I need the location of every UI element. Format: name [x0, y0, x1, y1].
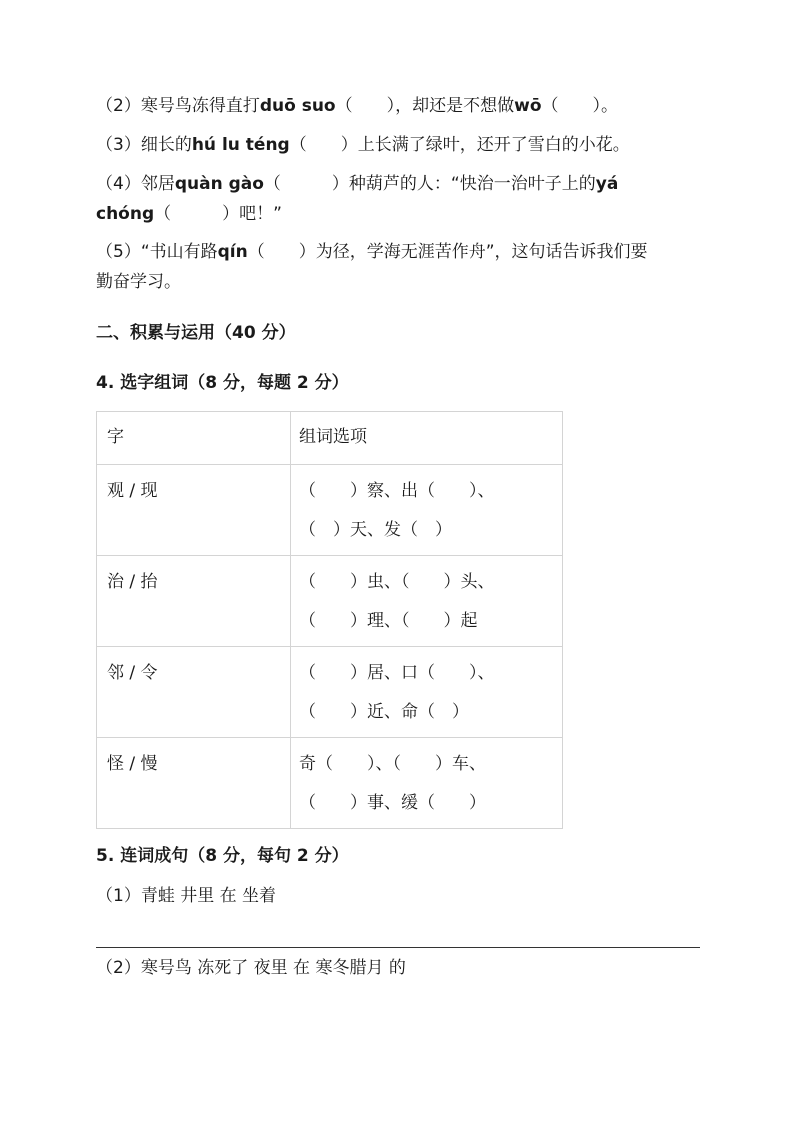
- answer-blank[interactable]: （ ）: [541, 96, 601, 116]
- question-4-heading: 4. 选字组词（8 分，每题 2 分）: [96, 373, 349, 393]
- options-line[interactable]: （ ）虫、（ ）头、: [299, 572, 495, 592]
- table-row: [97, 647, 563, 738]
- question-number: （5）: [96, 242, 141, 262]
- section-2-heading: 二、积累与运用（40 分）: [96, 323, 296, 343]
- pinyin-text: chóng: [96, 204, 155, 224]
- answer-blank[interactable]: （ ）: [289, 135, 358, 155]
- question-number: （1）: [96, 886, 141, 906]
- options-line[interactable]: （ ）近、命（ ）: [299, 702, 469, 722]
- column-header-char: 字: [107, 427, 124, 447]
- pinyin-text: qín: [217, 242, 248, 262]
- pinyin-text: hú lu téng: [191, 135, 290, 155]
- pinyin-text: duō suo: [259, 96, 336, 116]
- sentence-item-1: [96, 884, 276, 908]
- sentence-item-2: [96, 956, 406, 980]
- options-line[interactable]: （ ）察、出（ ）、: [299, 481, 495, 501]
- pinyin-text: quàn gào: [174, 174, 264, 194]
- answer-line[interactable]: [96, 947, 700, 948]
- pinyin-question-3: （3）细长的hú lu téng（ ）上长满了绿叶，还开了雪白的小花。: [96, 135, 630, 155]
- options-line[interactable]: 奇（ ）、（ ）车、: [299, 754, 486, 774]
- options-line[interactable]: （ ）居、口（ ）、: [299, 663, 495, 683]
- question-number: （3）: [96, 135, 141, 155]
- pinyin-text: wō: [514, 96, 542, 116]
- answer-blank[interactable]: （ ）: [335, 96, 396, 116]
- char-pair: 怪 / 慢: [107, 754, 158, 774]
- table-header-row: [97, 412, 563, 465]
- char-pair: 观 / 现: [107, 481, 158, 501]
- column-header-options: 组词选项: [299, 427, 367, 447]
- question-number: （2）: [96, 958, 141, 978]
- options-line[interactable]: （ ）事、缓（ ）: [299, 793, 486, 813]
- pinyin-question-2: （2）寒号鸟冻得直打duō suo（ ），却还是不想做wō（ ）。: [96, 96, 618, 116]
- question-5-heading: 5. 连词成句（8 分，每句 2 分）: [96, 846, 349, 866]
- table-row: [97, 465, 563, 556]
- pinyin-question-5-line2: 勤奋学习。: [96, 272, 181, 292]
- table-row: [97, 738, 563, 829]
- question-number: （2）: [96, 96, 141, 116]
- char-pair: 邻 / 令: [107, 663, 158, 683]
- word-list: 青蛙 井里 在 坐着: [140, 886, 277, 906]
- pinyin-question-5-line1: （5）“书山有路qín（ ）为径，学海无涯苦作舟”，这句话告诉我们要: [96, 242, 648, 262]
- options-line[interactable]: （ ）理、（ ）起: [299, 611, 478, 631]
- pinyin-question-4-line1: （4）邻居quàn gào（ ）种葫芦的人：“快治一治叶子上的yá: [96, 174, 619, 194]
- answer-blank[interactable]: （ ）: [247, 242, 316, 262]
- options-line[interactable]: （ ）天、发（ ）: [299, 520, 452, 540]
- pinyin-question-4-line2: chóng（ ）吧！”: [96, 204, 282, 224]
- char-pair: 治 / 抬: [107, 572, 158, 592]
- pinyin-text: yá: [595, 174, 619, 194]
- answer-blank[interactable]: （ ）: [263, 174, 349, 194]
- table-row: [97, 556, 563, 647]
- word-choice-table: [96, 411, 563, 829]
- word-list: 寒号鸟 冻死了 夜里 在 寒冬腊月 的: [140, 958, 406, 978]
- answer-blank[interactable]: （ ）: [154, 204, 240, 224]
- question-number: （4）: [96, 174, 141, 194]
